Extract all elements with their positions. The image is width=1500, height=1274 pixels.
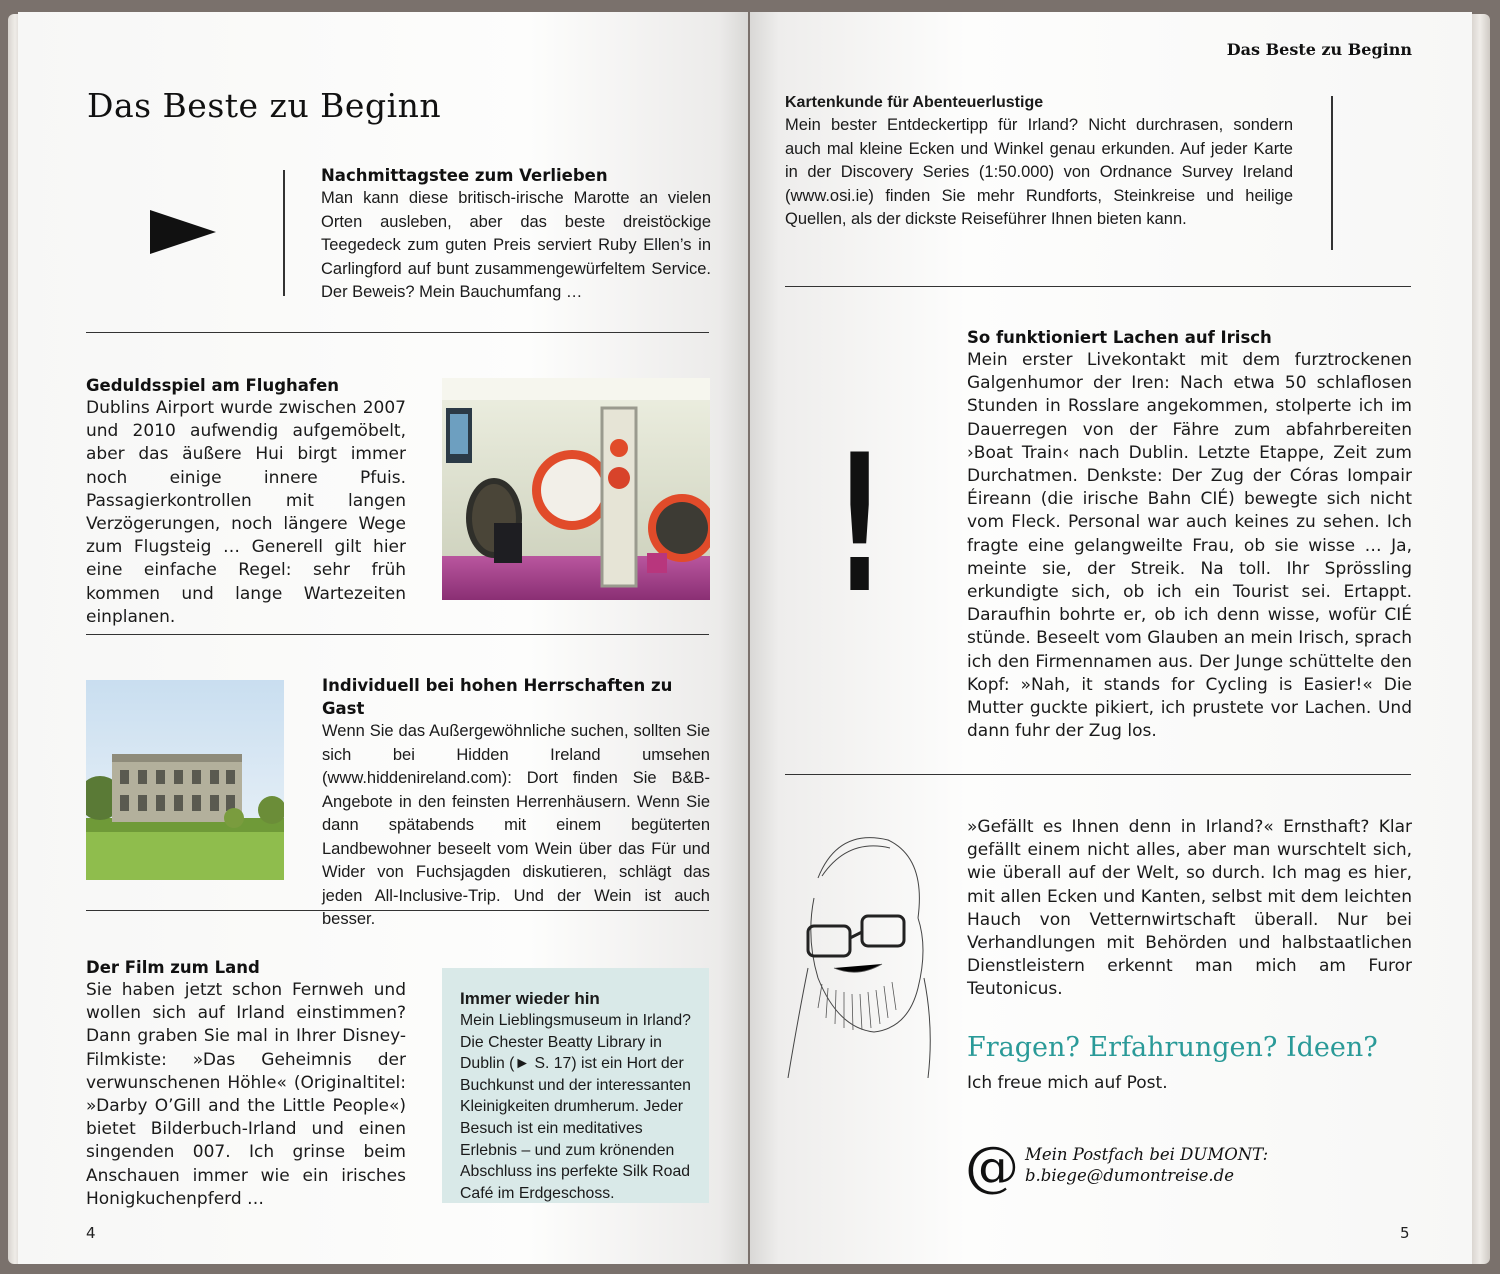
author-portrait-sketch (778, 818, 938, 1078)
tip-title: So funktioniert Lachen auf Irisch (967, 328, 1272, 347)
email-link[interactable]: b.biege@dumontreise.de (1025, 1166, 1234, 1185)
section-divider (785, 774, 1411, 775)
tip-manor-houses (322, 674, 710, 932)
page-number: 5 (1400, 1224, 1410, 1242)
tip-title: Geduldsspiel am Flughafen (86, 376, 340, 395)
left-page (18, 12, 748, 1264)
vertical-divider (283, 170, 285, 296)
author-note (967, 816, 1412, 1002)
tip-irish-humour (967, 326, 1412, 743)
page-number: 4 (86, 1224, 96, 1242)
tip-text: Wenn Sie das Außergewöhnliche suchen, sollten Sie sich bei Hidden Ireland umsehen (www.hiddenireland.com): Dort finden Sie B&B-Angebote in den feinsten Herrenhäusern. Wenn Sie dann spätabends mit einem begüterten Landbewohner beseelt vom Wein über das Für und Wider von Fuchsjagden diskutieren, schlägt das jeden All-Inclusive-Trip. Und der Wein ist auch besser. (322, 722, 710, 928)
mailbox-info (1025, 1144, 1268, 1186)
tip-text: Mein erster Livekontakt mit dem furztrockenen Galgenhumor der Iren: Nach etwa 50 schlaflosen Stunden in Rosslare angekommen, stolperte ich im Dauerregen von der Fähre zum abfahrbereiten ›Boat Train‹ nach Dublin. Letzte Etappe, Zeit zum Durchatmen. Denkste: Der Zug der Córas Iompair Éireann (die irische Bahn CIÉ) bewegte sich nicht vom Fleck. Personal war auch keines zu sehen. Ich fragte eine gelangweilte Frau, ob sie wisse … Ja, meinte sie, der Streik. Na toll. Ihr Sprössling erkundigte sich, ob ich ein Tourist sei. Ertappt. Daraufhin bohrte er, ob ich denn wisse, wofür CIÉ stünde. Beseelt vom Glauben an mein Irisch, sprach ich den Firmennamen aus. Der Junge schüttelte den Kopf: »Nah, it stands for Cycling is Easier!« Die Mutter guckte pikiert, ich prustete vor Lachen. Und dann fuhr der Zug los. (967, 350, 1412, 742)
info-box-title: Immer wieder hin (460, 989, 600, 1008)
tip-title: Nachmittagstee zum Verlieben (321, 166, 608, 185)
info-box (442, 968, 709, 1203)
tip-text: Dublins Airport wurde zwischen 2007 und 2010 aufwendig aufgemöbelt, aber das äußere Hui birgt immer noch einige innere Pfuis. Passagierkontrollen mit langen Verzögerungen, noch längere Wege zum Flugsteig … Generell gilt hier eine einfache Regel: sehr früh kommen und lange Wartezeiten einplanen. (86, 398, 406, 627)
running-head: Das Beste zu Beginn (1226, 40, 1412, 59)
cta-text: Ich freue mich auf Post. (967, 1073, 1168, 1093)
section-divider (86, 634, 709, 635)
play-triangle-icon (148, 208, 218, 256)
section-divider (86, 332, 709, 333)
tip-title: Der Film zum Land (86, 958, 260, 977)
vertical-divider (1331, 96, 1333, 250)
tip-film (86, 956, 406, 1211)
page-heading: Das Beste zu Beginn (87, 86, 442, 125)
tip-airport (86, 374, 406, 629)
section-divider (785, 286, 1411, 287)
mailbox-label: Mein Postfach bei DUMONT: (1025, 1145, 1269, 1164)
tip-text: Mein bester Entdeckertipp für Irland? Nicht durchrasen, sondern auch mal kleine Ecken und Winkel genau erkunden. Auf jeder Karte in der Discovery Series (1:50.000) von Ordnance Survey Ireland (www.osi.ie) finden Sie mehr Rundforts, Steinkreise und heilige Quellen, als der dickste Reiseführer Ihnen bieten kann. (785, 116, 1293, 228)
page-edge-right (1470, 14, 1490, 1264)
exclamation-mark-icon: ! (835, 414, 884, 635)
at-sign-icon: @ (965, 1135, 1019, 1198)
tip-maps (785, 92, 1293, 232)
author-text: »Gefällt es Ihnen denn in Irland?« Ernsthaft? Klar gefällt einem nicht alles, aber man wurschtelt sich, wie überall auf der Welt, so durch. Ich mag es hier, mit allen Ecken und Kanten, selbst mit dem leichten Hauch von Vetternwirtschaft überall. Nur bei Verhandlungen mit Behörden und halbstaatlichen Dienstleistern erkennt man mich am Furor Teutonicus. (967, 817, 1412, 1000)
tip-text: Man kann diese britisch-irische Marotte an vielen Orten ausleben, aber das beste dreistöckige Teegedeck zum guten Preis serviert Ruby Ellen’s in Carlingford auf bunt zusammengewürfeltem Service. Der Beweis? Mein Bauchumfang … (321, 189, 711, 301)
section-divider (86, 910, 709, 911)
right-page (750, 12, 1472, 1264)
tip-text: Sie haben jetzt schon Fernweh und wollen sich auf Irland einstimmen? Dann graben Sie mal in Ihrer Disney-Filmkiste: »Das Geheimnis der verwunschenen Höhle« (Originaltitel: »Darby O’Gill and the Little People«) bietet Bilderbuch-Irland und einen singenden 007. Ich grinse beim Anschauen immer wie ein irisches Honigkuchenpferd … (86, 980, 406, 1209)
cta-title: Fragen? Erfahrungen? Ideen? (967, 1032, 1378, 1063)
tip-afternoon-tea (321, 164, 711, 305)
manor-house-photo (86, 680, 284, 880)
tip-title: Kartenkunde für Abenteuerlustige (785, 94, 1044, 111)
tip-title: Individuell bei hohen Herrschaften zu Gast (322, 676, 673, 718)
airport-photo (442, 378, 710, 600)
info-box-text: Mein Lieblingsmuseum in Irland? Die Chester Beatty Library in Dublin (► S. 17) ist ein Hort der Buchkunst und der interessanten Kleinigkeiten drumherum. Jeder Besuch ist ein meditatives Erlebnis – und zum krönenden Abschluss ins perfekte Silk Road Café im Erdgeschoss. (460, 1012, 691, 1202)
